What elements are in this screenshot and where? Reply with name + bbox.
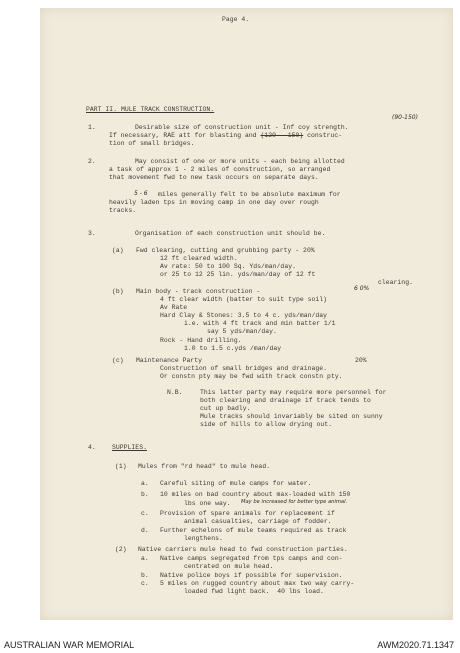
s2-line: that movement fwd to new task occurs on separate days.	[109, 174, 319, 181]
s2-line: miles generally felt to be absolute maximum for	[158, 191, 341, 198]
carrier-line: loaded fwd light back. 40 lbs load.	[184, 588, 324, 595]
nb-line: side of hills to allow drying out.	[200, 421, 333, 428]
section-number: 3.	[88, 230, 96, 237]
item-c-line: Or constn pty may be fwd with track constn pty.	[160, 373, 343, 380]
s1-line: Desirable size of construction unit - Inf coy strength.	[135, 124, 349, 131]
item-c-line: Maintenance Party	[136, 357, 203, 364]
supply-line: Provision of spare animals for replacement if	[160, 510, 335, 517]
item-b-line: say 5 yds/man/day.	[207, 328, 277, 335]
item-label: (b)	[112, 288, 124, 295]
item-label: a.	[141, 555, 149, 562]
item-label: (a)	[112, 247, 124, 254]
supplies-heading: SUPPLIES.	[112, 444, 147, 451]
s2-line: May consist of one or more units - each being allotted	[135, 158, 345, 165]
nb-label: N.B.	[167, 389, 183, 396]
subsection-title: Mules from "rd head" to mule head.	[138, 463, 271, 470]
supply-line: 10 miles on bad country about max-loaded with 150	[160, 491, 351, 498]
supply-line: animal casualties, carriage of fodder.	[184, 518, 332, 525]
s2-line: heavily laden tps in moving camp in one day over rough	[109, 199, 319, 206]
item-b-line: Rock - Hand drilling.	[160, 337, 242, 344]
nb-line: Mule tracks should invariably be sited on sunny	[200, 413, 383, 420]
section-number: 2.	[88, 158, 96, 165]
s2-line: tracks.	[109, 207, 137, 214]
subsection-label: (1)	[115, 463, 127, 470]
item-a-line: Fwd clearing, cutting and grubbing party - 20%	[136, 247, 315, 254]
item-label: c.	[141, 580, 149, 587]
item-b-line: Av Rate	[160, 304, 188, 311]
nb-line: cut up badly.	[200, 405, 251, 412]
page-header: Page 4.	[222, 16, 250, 23]
carrier-line: Native camps segregated from tps camps and con-	[160, 555, 343, 562]
supply-line: lbs one way.	[184, 500, 231, 507]
item-a-line: clearing.	[378, 279, 413, 286]
supply-line: lengthens.	[184, 535, 223, 542]
s3-line: Organisation of each construction unit should be.	[135, 230, 326, 237]
s2-line: a task of approx 1 - 2 miles of construction, so arranged	[109, 166, 331, 173]
handwritten-range: 5 - 6	[134, 190, 148, 197]
item-label: c.	[141, 510, 149, 517]
supply-line: Further echelons of mule teams required as track	[160, 527, 347, 534]
handwritten-note-strength: (90-150)	[392, 114, 418, 121]
handwritten-percent: 6 0%	[354, 285, 370, 292]
supply-line: Careful siting of mule camps for water.	[160, 480, 312, 487]
item-b-line: Main body - track construction -	[136, 288, 261, 295]
item-a-line: Av rate: 50 to 100 Sq. Yds/man/day.	[160, 263, 296, 270]
item-b-line: 1.0 to 1.5 c.yds /man/day	[184, 345, 282, 352]
handwritten-note-animal: May be increased for better type animal.	[241, 499, 348, 505]
item-label: b.	[141, 491, 149, 498]
section-number: 4.	[88, 444, 96, 451]
item-label: a.	[141, 480, 149, 487]
subsection-label: (2)	[115, 546, 127, 553]
item-a-line: or 25 to 12 25 lin. yds/man/day of 12 ft	[160, 271, 316, 278]
carrier-line: 5 miles on rugged country about max two way carry-	[160, 580, 355, 587]
footer-archive-name: AUSTRALIAN WAR MEMORIAL	[4, 640, 135, 650]
item-b-line: 4 ft clear width (batter to suit type soil)	[160, 296, 328, 303]
item-c-line: Construction of small bridges and drainage.	[160, 365, 328, 372]
section-number: 1.	[88, 124, 96, 131]
footer-accession-number: AWM2020.71.1347	[377, 640, 454, 650]
subsection-title: Native carriers mule head to fwd construction parties.	[138, 546, 348, 553]
part-heading: PART II. MULE TRACK CONSTRUCTION.	[86, 106, 215, 113]
item-label: d.	[141, 527, 149, 534]
item-label: (c)	[112, 357, 124, 364]
nb-line: This latter party may require more personnel for	[200, 389, 387, 396]
carrier-line: Native police boys if possible for supervision.	[160, 572, 343, 579]
item-a-line: 12 ft cleared width.	[160, 255, 238, 262]
carrier-line: centrated on mule head.	[184, 563, 274, 570]
item-label: b.	[141, 572, 149, 579]
nb-line: both clearing and drainage if track tends to	[200, 397, 371, 404]
item-b-line: Hard Clay & Stones: 3.5 to 4 c. yds/man/day	[160, 312, 328, 319]
item-c-percent: 20%	[355, 357, 367, 364]
item-b-line: i.e. with 4 ft track and min batter 1/1	[184, 320, 336, 327]
s1-line: If necessary, RAE att for blasting and (120 - 150) construc-	[109, 132, 343, 139]
s1-line: tion of small bridges.	[109, 140, 195, 147]
